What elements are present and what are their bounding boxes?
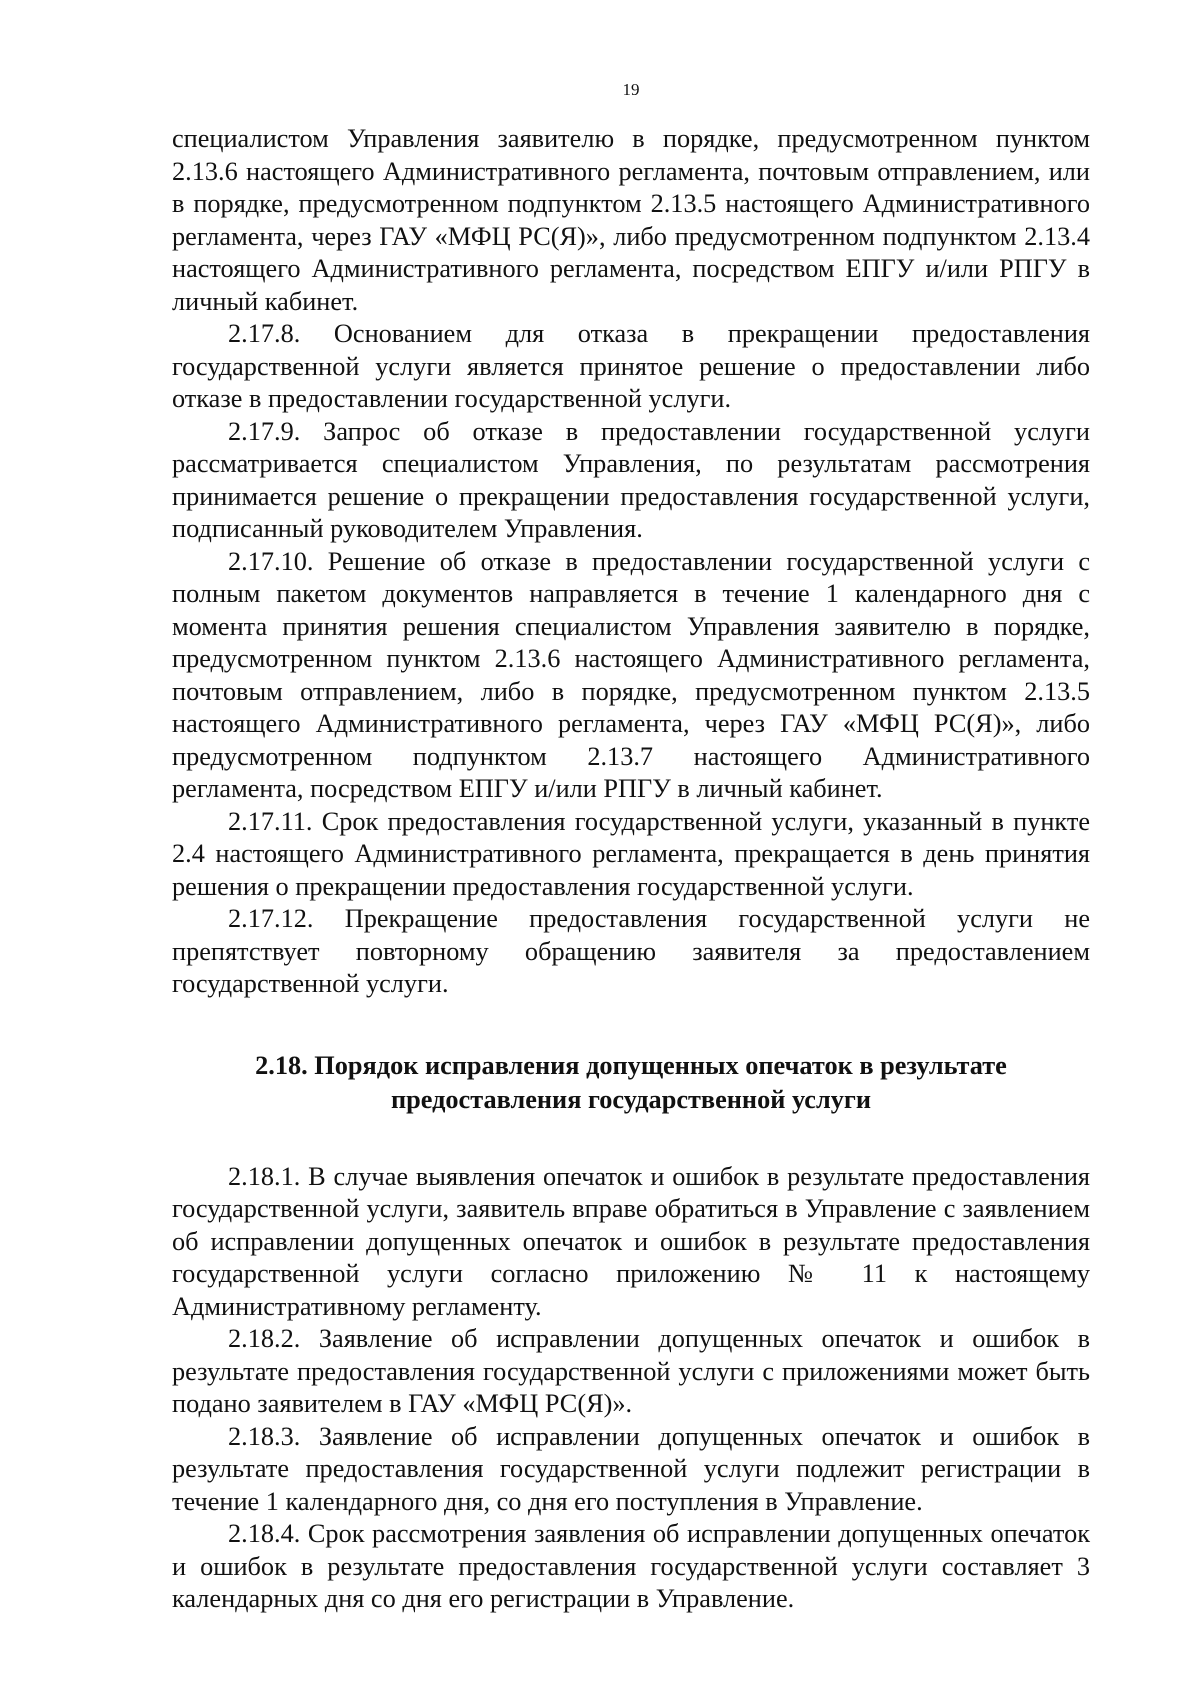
section-heading-line-1: 2.18. Порядок исправления допущенных опечаток в результате [255, 1050, 1007, 1080]
paragraph-2-18-3: 2.18.3. Заявление об исправлении допущенных опечаток и ошибок в результате предоставления государственной услуги подлежит регистрации в течение 1 календарного дня, со дня его поступления в Управление. [172, 1421, 1090, 1516]
paragraph-2-18-4: 2.18.4. Срок рассмотрения заявления об исправлении допущенных опечаток и ошибок в результате предоставления государственной услуги составляет 3 календарных дня со дня его регистрации в Управление. [172, 1519, 1090, 1613]
paragraph-2-18-1: 2.18.1. В случае выявления опечаток и ошибок в результате предоставления государственной услуги, заявитель вправе обратиться в Управление с заявлением об исправлении допущенных опечаток и ошибок в результате предоставления государственной услуги согласно приложению № 11 к настоящему Административному регламенту. [172, 1161, 1090, 1321]
page-number: 19 [622, 80, 640, 99]
section-heading-line-2: предоставления государственной услуги [391, 1084, 871, 1114]
paragraph-2-17-12: 2.17.12. Прекращение предоставления государственной услуги не препятствует повторному обращению заявителя за предоставлением государственной услуги. [172, 904, 1090, 998]
paragraph-2-18-2: 2.18.2. Заявление об исправлении допущенных опечаток и ошибок в результате предоставления государственной услуги с приложениями может быть подано заявителем в ГАУ «МФЦ РС(Я)». [172, 1324, 1090, 1418]
paragraph-2-17-11: 2.17.11. Срок предоставления государственной услуги, указанный в пункте 2.4 настоящего Административного регламента, прекращается в день принятия решения о прекращении предоставления государственной услуги. [172, 806, 1090, 901]
document-page [172, 0, 1090, 1698]
paragraph-2-17-9: 2.17.9. Запрос об отказе в предоставлении государственной услуги рассматривается специалистом Управления, по результатам рассмотрения принимается решение о прекращении предоставления государственной услуги, подписанный руководителем Управления. [172, 416, 1090, 543]
paragraph-2-17-8: 2.17.8. Основанием для отказа в прекращении предоставления государственной услуги является принятое решение о предоставлении либо отказе в предоставлении государственной услуги. [172, 319, 1090, 413]
section-heading-2-18 [172, 1049, 1090, 1117]
document-body [172, 123, 1090, 1616]
paragraph-2-17-10: 2.17.10. Решение об отказе в предоставлении государственной услуги с полным пакетом документов направляется в течение 1 календарного дня с момента принятия решения специалистом Управления заявителю в порядке, предусмотренном пунктом 2.13.6 настоящего Административного регламента, почтовым отправлением, либо в порядке, предусмотренном пунктом 2.13.5 настоящего Административного регламента, через ГАУ «МФЦ РС(Я)», либо предусмотренном подпунктом 2.13.7 настоящего Административного регламента, посредством ЕПГУ и/или РПГУ в личный кабинет. [172, 546, 1090, 803]
paragraph-continuation: специалистом Управления заявителю в порядке, предусмотренном пунктом 2.13.6 настоящего Административного регламента, почтовым отправлением, или в порядке, предусмотренном подпунктом 2.13.5 настоящего Административного регламента, через ГАУ «МФЦ РС(Я)», либо предусмотренном подпунктом 2.13.4 настоящего Административного регламента, посредством ЕПГУ и/или РПГУ в личный кабинет. [172, 124, 1090, 316]
